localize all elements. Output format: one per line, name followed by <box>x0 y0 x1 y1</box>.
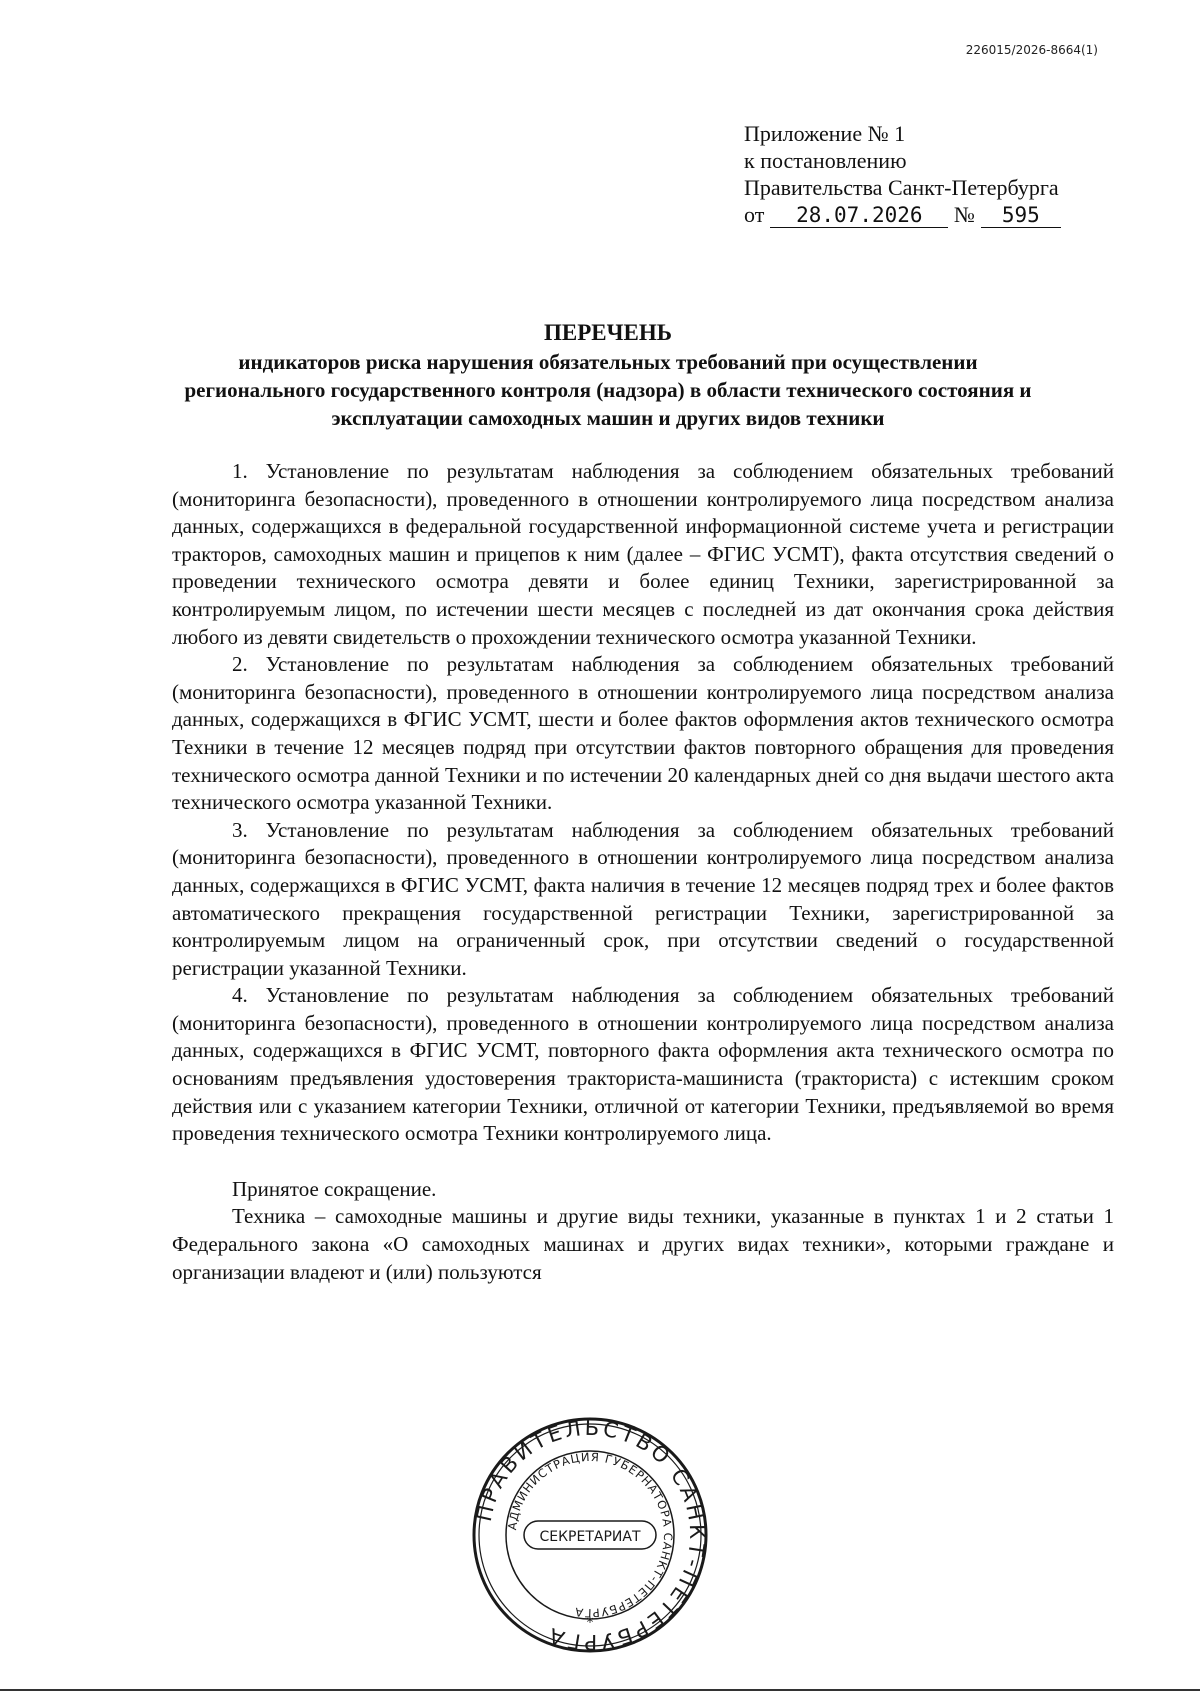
seal-center-text: СЕКРЕТАРИАТ <box>539 1529 641 1545</box>
appendix-line-2: к постановлению <box>744 148 907 173</box>
appendix-line-3: Правительства Санкт-Петербурга <box>744 175 1059 200</box>
appendix-line-1: Приложение № 1 <box>744 121 906 146</box>
list-item: 4. Установление по результатам наблюдения за соблюдением обязательных требований (мониторинга безопасности), проведенного в отношении контролируемого лица посредством анализа данных, содержащихся в ФГИС УСМТ, повторного факта оформления акта технического осмотра по основаниям предъявления удостоверения тракториста-машиниста (тракториста) с истекшим сроком действия или с указанием категории Техники, отличной от категории Техники, предъявляемой во время проведения технического осмотра Техники контролируемого лица. <box>172 983 1114 1146</box>
official-seal <box>470 1415 710 1655</box>
date-prefix: от <box>744 202 765 227</box>
seal-outer-text-path: ПРАВИТЕЛЬСТВО САНКТ-ПЕТЕРБУРГА <box>471 1415 710 1655</box>
title-heading: ПЕРЕЧЕНЬ <box>544 320 672 345</box>
title-subtitle: индикаторов риска нарушения обязательных требований при осуществлении регионального государственного контроля (надзора) в области технического состояния и эксплуатации самоходных машин и других видов техники <box>184 350 1032 430</box>
appendix-block <box>744 120 1061 228</box>
seal-star-icon: * <box>586 1615 594 1631</box>
document-title <box>172 318 1044 432</box>
appendix-date-line <box>744 201 1061 228</box>
document-body <box>172 458 1114 1286</box>
date-value: 28.07.2026 <box>770 203 948 228</box>
seal-inner-text-path: АДМИНИСТРАЦИЯ ГУБЕРНАТОРА САНКТ-ПЕТЕРБУРГА <box>505 1449 676 1621</box>
number-prefix: № <box>953 202 975 227</box>
number-value: 595 <box>981 203 1061 228</box>
list-item: 1. Установление по результатам наблюдения за соблюдением обязательных требований (мониторинга безопасности), проведенного в отношении контролируемого лица посредством анализа данных, содержащихся в федеральной государственной информационной системе учета и регистрации тракторов, самоходных машин и прицепов к ним (далее – ФГИС УСМТ), факта отсутствия сведений о проведении технического осмотра девяти и более единиц Техники, зарегистрированной за контролируемым лицом, по истечении шести месяцев с последней из дат окончания срока действия любого из девяти свидетельств о прохождении технического осмотра указанной Техники. <box>172 459 1114 649</box>
abbreviation-text: Техника – самоходные машины и другие виды техники, указанные в пунктах 1 и 2 статьи 1 Федерального закона «О самоходных машинах и других видах техники», которыми граждане и организации владеют и (или) пользуются <box>172 1204 1114 1284</box>
abbreviation-heading: Принятое сокращение. <box>232 1176 437 1201</box>
document-number: 226015/2026-8664(1) <box>965 43 1098 57</box>
list-item: 3. Установление по результатам наблюдения за соблюдением обязательных требований (мониторинга безопасности), проведенного в отношении контролируемого лица посредством анализа данных, содержащихся в ФГИС УСМТ, факта наличия в течение 12 месяцев подряд трех и более фактов автоматического прекращения государственной регистрации Техники, зарегистрированной за контролируемым лицом на ограниченный срок, при отсутствии сведений о государственной регистрации указанной Техники. <box>172 817 1114 980</box>
list-item: 2. Установление по результатам наблюдения за соблюдением обязательных требований (мониторинга безопасности), проведенного в отношении контролируемого лица посредством анализа данных, содержащихся в ФГИС УСМТ, шести и более фактов оформления актов технического осмотра Техники в течение 12 месяцев подряд при отсутствии фактов повторного обращения для проведения технического осмотра данной Техники и по истечении 20 календарных дней со дня выдачи шестого акта технического осмотра указанной Техники. <box>172 652 1114 815</box>
bottom-divider <box>0 1689 1200 1691</box>
